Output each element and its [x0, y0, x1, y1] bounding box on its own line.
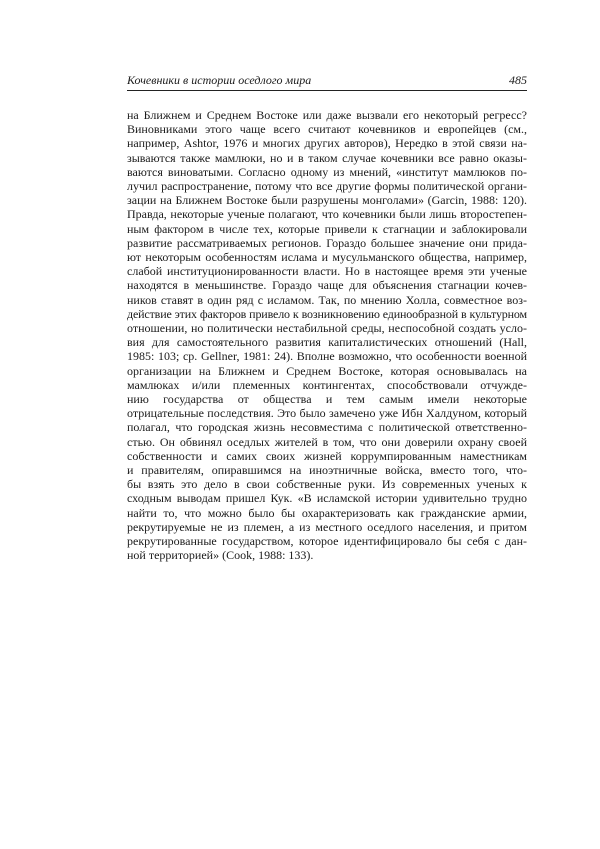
- text-line: мамлюках и/или племенных контингентах, способствовали отчужде-: [127, 377, 527, 392]
- text-line: вия для самостоятельного развития капиталистических отношений (Hall,: [127, 335, 527, 350]
- text-line: ным фактором в числе тех, которые привели к стагнации и заблокировали: [127, 221, 527, 236]
- text-line: зываются также мамлюки, но и в таком случае кочевники все равно оказы-: [127, 150, 527, 165]
- text-line: отрицательные последствия. Это было замечено уже Ибн Халдуном, который: [127, 406, 527, 421]
- text-line: и правителям, опиравшимся на иноэтничные войска, вместо того, что-: [127, 463, 527, 478]
- text-line: Виновниками этого чаще всего считают кочевников и европейцев (см.,: [127, 122, 527, 137]
- text-line: ваются виноватыми. Согласно одному из мнений, «институт мамлюков по-: [127, 164, 527, 179]
- text-line: на Ближнем и Среднем Востоке или даже вызвали его некоторый регресс?: [127, 108, 527, 122]
- text-line: сходным выводам пришел Кук. «В исламской истории удивительно трудно: [127, 491, 527, 506]
- text-line: отношении, но политически нестабильной среды, неспособной создать усло-: [127, 321, 527, 336]
- text-line: нию государства от общества и тем самым имели некоторые: [127, 392, 527, 407]
- text-line: рекрутированные государством, которое идентифицировало бы себя с дан-: [127, 534, 527, 549]
- text-line: рекрутируемые не из племен, а из местного оседлого населения, и притом: [127, 519, 527, 534]
- text-line: ников ставят в один ряд с исламом. Так, по мнению Холла, совместное воз-: [127, 292, 527, 307]
- text-line: бы взять это дело в свои собственные руки. Из современных ученых к: [127, 477, 527, 492]
- text-line: например, Ashtor, 1976 и многих других авторов), Нередко в этой связи на-: [127, 136, 527, 151]
- text-line: Правда, некоторые ученые полагают, что кочевники были лишь второстепен-: [127, 207, 527, 222]
- text-line: организации на Ближнем и Среднем Востоке, которая основывалась на: [127, 363, 527, 378]
- page-number: 485: [509, 73, 527, 87]
- text-line: ной территорией» (Cook, 1988: 133).: [127, 548, 314, 563]
- text-line: слабой институционированности власти. Но в настоящее время эти ученые: [127, 264, 527, 279]
- text-line: ют некоторым особенностям ислама и мусульманского общества, например,: [127, 250, 527, 265]
- text-line: собственности и самих своих жизней коррумпированным наместникам: [127, 448, 527, 463]
- text-line: стью. Он обвинял оседлых жителей в том, что они доверили охрану своей: [127, 434, 527, 449]
- running-title: Кочевники в истории оседлого мира: [127, 73, 312, 87]
- text-line: найти то, что можно было бы охарактеризовать как гражданские армии,: [127, 505, 527, 520]
- text-line: лучил распространение, потому что все другие формы политической органи-: [127, 179, 527, 194]
- text-line: зации на Ближнем Востоке были разрушены монголами» (Garcin, 1988: 120).: [127, 193, 527, 208]
- text-line: находятся в меньшинстве. Гораздо чаще для объяснения стагнации кочев-: [127, 278, 527, 293]
- text-line: 1985: 103; cp. Gellner, 1981: 24). Вполне возможно, что особенности военной: [127, 349, 527, 364]
- text-line: полагал, что городская жизнь несовместима с политической ответственно-: [127, 420, 527, 435]
- page-header: [127, 72, 527, 91]
- body-text: [127, 108, 527, 563]
- text-line: действие этих факторов привело к возникновению единообразной в культурном: [127, 306, 527, 321]
- text-line: развитие рассматриваемых регионов. Гораздо большее значение они прида-: [127, 235, 527, 250]
